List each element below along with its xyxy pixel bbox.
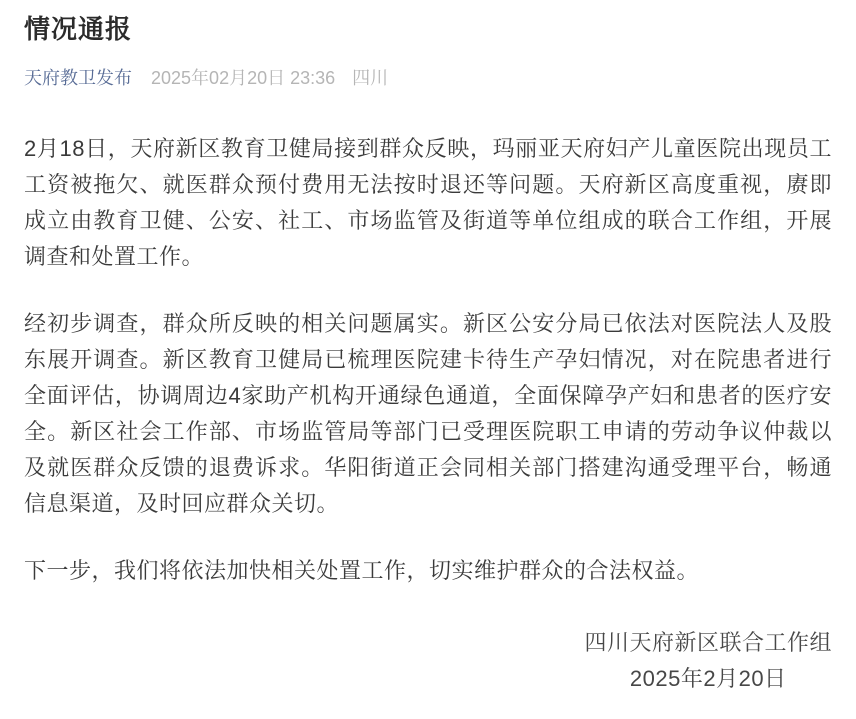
publish-location: 四川 [352, 68, 389, 88]
paragraph-next-steps: 下一步，我们将依法加快相关处置工作，切实维护群众的合法权益。 [24, 558, 700, 583]
paragraph-report: 2月18日，天府新区教育卫健局接到群众反映，玛丽亚天府妇产儿童医院出现员工工资被拖欠、就医群众预付费用无法按时退还等问题。天府新区高度重视，赓即成立由教育卫健、公安、社工、市场监管及街道等单位组成的联合工作组，开展调查和处置工作。 [24, 136, 832, 269]
article-byline [24, 66, 832, 91]
account-link[interactable]: 天府教卫发布 [24, 68, 132, 88]
paragraph-investigation: 经初步调查，群众所反映的相关问题属实。新区公安分局已依法对医院法人及股东展开调查。新区教育卫健局已梳理医院建卡待生产孕妇情况，对在院患者进行全面评估，协调周边4家助产机构开通绿色通道，全面保障孕产妇和患者的医疗安全。新区社会工作部、市场监管局等部门已受理医院职工申请的劳动争议仲裁以及就医群众反馈的退费诉求。华阳街道正会同相关部门搭建沟通受理平台，畅通信息渠道，及时回应群众关切。 [24, 311, 832, 516]
article-body [24, 131, 832, 697]
signature-org: 四川天府新区联合工作组 [584, 630, 832, 655]
article-title: 情况通报 [24, 14, 133, 44]
publish-datetime: 2025年02月20日 23:36 [151, 68, 336, 88]
signature-date: 2025年2月20日 [629, 666, 787, 691]
signature-block [584, 625, 832, 697]
